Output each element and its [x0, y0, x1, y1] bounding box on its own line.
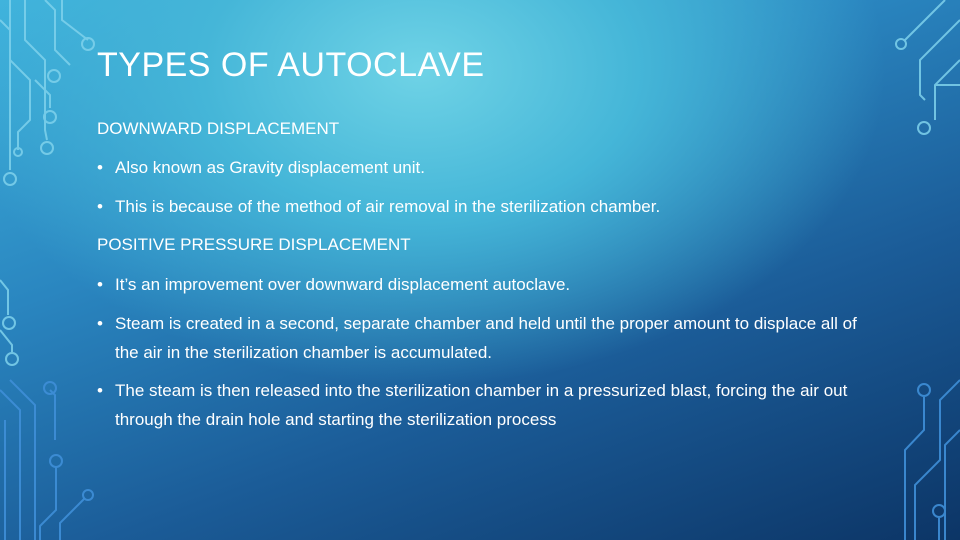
bullet-item	[97, 376, 877, 434]
bullet-item	[97, 270, 877, 299]
bullet-item	[97, 153, 877, 182]
bullet-item	[97, 309, 877, 367]
bullet-text: The steam is then released into the sterilization chamber in a pressurized blast, forcing the air out through the drain hole and starting the sterilization process	[115, 381, 848, 429]
bullet-text: Also known as Gravity displacement unit.	[115, 158, 425, 177]
bullet-icon: •	[97, 381, 103, 400]
bullet-text: This is because of the method of air removal in the sterilization chamber.	[115, 197, 661, 216]
bullet-icon: •	[97, 197, 103, 216]
section-heading-downward: DOWNWARD DISPLACEMENT	[97, 119, 340, 138]
bullet-item	[97, 192, 877, 221]
slide-title: TYPES OF AUTOCLAVE	[97, 46, 485, 84]
bullet-text: It’s an improvement over downward displacement autoclave.	[115, 275, 571, 294]
bullet-text: Steam is created in a second, separate chamber and held until the proper amount to displace all of the air in the sterilization chamber is accumulated.	[115, 314, 857, 362]
bullet-icon: •	[97, 314, 103, 333]
bullet-icon: •	[97, 158, 103, 177]
section-heading-positive-pressure: POSITIVE PRESSURE DISPLACEMENT	[97, 235, 411, 254]
bullet-icon: •	[97, 275, 103, 294]
